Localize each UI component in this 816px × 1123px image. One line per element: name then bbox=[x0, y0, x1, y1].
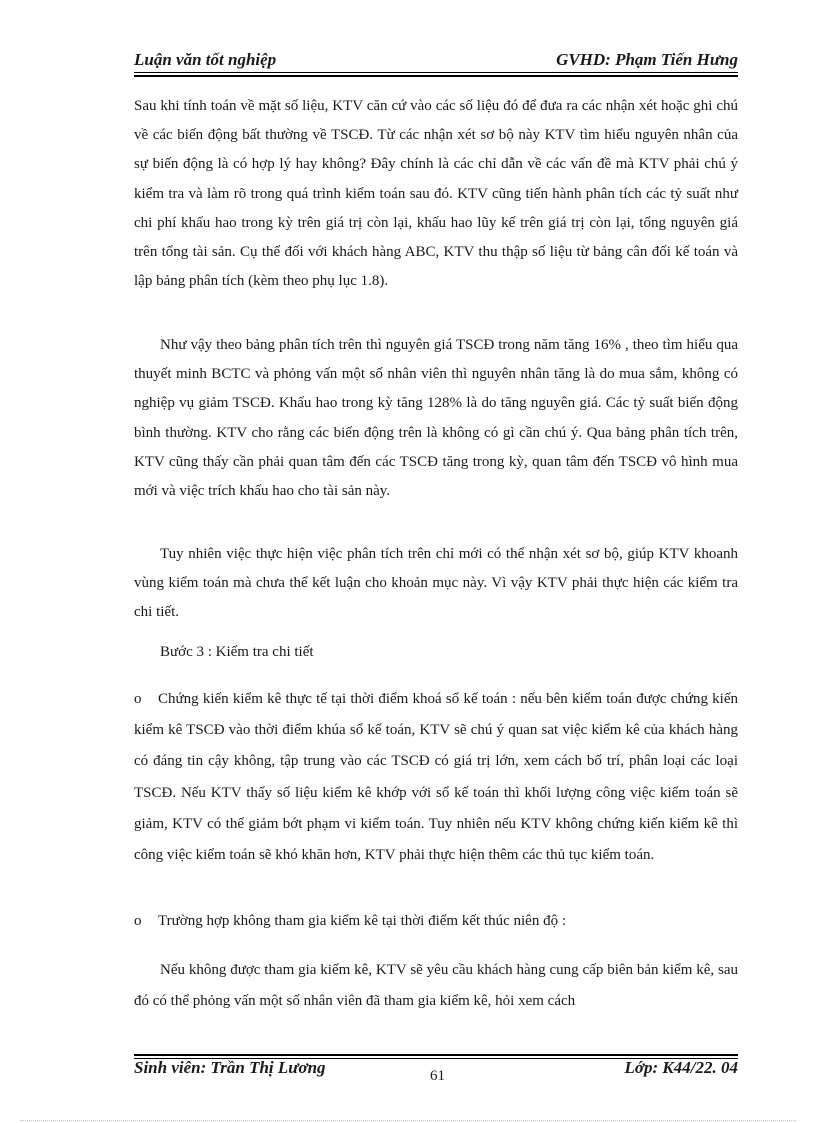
bullet-text: Trường hợp không tham gia kiểm kê tại thời điểm kết thúc niên độ : bbox=[158, 913, 566, 929]
footer-student: Sinh viên: Trần Thị Lương bbox=[134, 1058, 326, 1077]
page-edge-divider bbox=[20, 1120, 796, 1121]
paragraph-results: Như vậy theo bảng phân tích trên thì nguyên giá TSCĐ trong năm tăng 16% , theo tìm hiểu qua thuyết minh BCTC và phỏng vấn một số nhân viên thì nguyên nhân tăng là do mua sắm, không có nghiệp vụ giảm TSCĐ. Khấu hao trong kỳ tăng 128% là do tăng nguyên giá. Các tỷ suất biến động bình thường. KTV cho rằng các biến động trên là không có gì cần chú ý. Qua bảng phân tích trên, KTV cũng thấy cần phải quan tâm đến các TSCĐ tăng trong kỳ, quan tâm đến TSCĐ vô hình mua mới và việc trích khấu hao cho tài sản này. bbox=[134, 337, 738, 500]
paragraph-limitation: Tuy nhiên việc thực hiện việc phân tích trên chỉ mới có thể nhận xét sơ bộ, giúp KTV khoanh vùng kiểm toán mà chưa thể kết luận cho khoản mục này. Vì vậy KTV phải thực hiện các kiểm tra chi tiết. bbox=[134, 546, 738, 621]
step-heading: Bước 3 : Kiểm tra chi tiết bbox=[160, 644, 314, 660]
header-rule bbox=[134, 72, 738, 73]
header-rule-thick bbox=[134, 75, 738, 77]
header-thesis-title: Luận văn tốt nghiệp bbox=[134, 50, 277, 69]
bullet-text: Chứng kiến kiểm kê thực tế tại thời điểm khoá sổ kế toán : nếu bên kiểm toán được chứng kiến kiểm kê TSCĐ vào thời điểm khúa sổ kế toán, KTV sẽ chú ý quan sat việc kiểm kê của khách hàng có đáng tin cậy không, tập trung vào các TSCĐ có giá trị lớn, xem cách bố trí, phân loại các loại TSCĐ. Nếu KTV thấy số liệu kiểm kê khớp với sổ kế toán thì khối lượng công việc kiểm toán sẽ giảm, KTV có thể giảm bớt phạm vi kiểm toán. Tuy nhiên nếu KTV không chứng kiến kiểm kê thì công việc kiểm toán sẽ khó khăn hơn, KTV phải thực hiện thêm các thủ tục kiểm toán. bbox=[134, 691, 738, 864]
bullet-marker: o bbox=[134, 913, 142, 929]
paragraph-no-participation: Nếu không được tham gia kiểm kê, KTV sẽ yêu cầu khách hàng cung cấp biên bản kiểm kê, sau đó có thể phỏng vấn một số nhân viên đã tham gia kiểm kê, hỏi xem cách bbox=[134, 962, 738, 1010]
footer-class: Lớp: K44/22. 04 bbox=[624, 1058, 738, 1077]
header-advisor: GVHD: Phạm Tiến Hưng bbox=[556, 50, 738, 69]
page-header bbox=[134, 50, 738, 74]
bullet-item-no-inventory bbox=[134, 906, 738, 937]
page-number: 61 bbox=[430, 1068, 445, 1084]
footer-rule-thick bbox=[134, 1054, 738, 1056]
bullet-marker: o bbox=[134, 691, 142, 707]
bullet-item-observation bbox=[134, 684, 738, 871]
paragraph-analysis: Sau khi tính toán về mặt số liệu, KTV căn cứ vào các số liệu đó để đưa ra các nhận xét hoặc ghi chú về các biến động bất thường về TSCĐ. Từ các nhận xét sơ bộ này KTV tìm hiểu nguyên nhân của sự biến động là có hợp lý hay không? Đây chính là các chỉ dẫn về các vấn đề mà KTV phải chú ý kiểm tra và làm rõ trong quá trình kiểm toán sau đó. KTV cũng tiến hành phân tích các tỷ suất như chi phí khấu hao trong kỳ trên giá trị còn lại, khấu hao lũy kế trên giá trị còn lại, tổng nguyên giá trên tổng tài sản. Cụ thể đối với khách hàng ABC, KTV thu thập số liệu từ bảng cân đối kế toán và lập bảng phân tích (kèm theo phụ lục 1.8). bbox=[134, 98, 738, 290]
